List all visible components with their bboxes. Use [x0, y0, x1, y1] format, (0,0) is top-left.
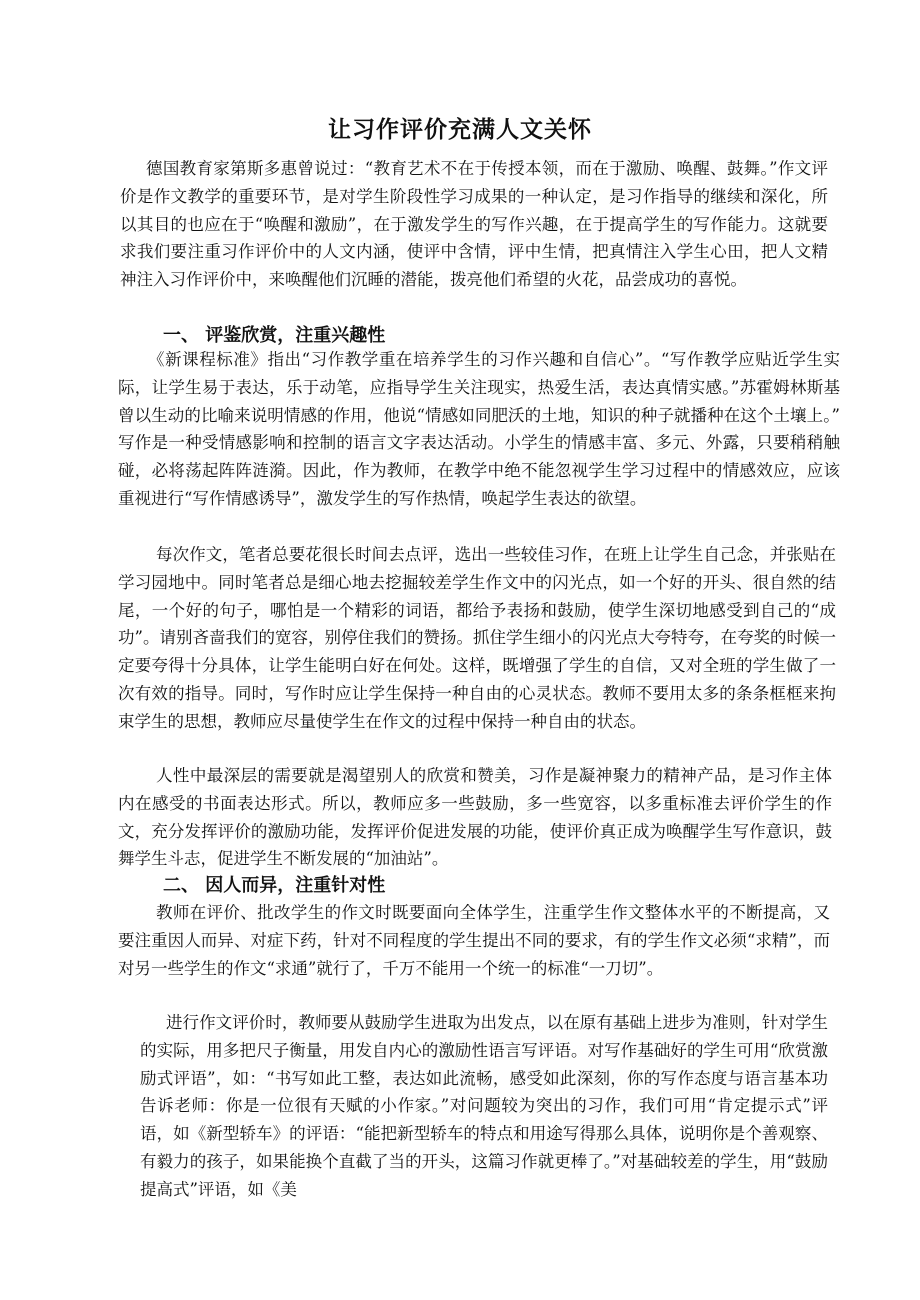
- section-1-paragraph-3: 人性中最深层的需要就是渴望别人的欣赏和赞美，习作是凝神聚力的精神产品，是习作主体内在感受的书面表达形式。所以，教师应多一些鼓励，多一些宽容，以多重标准去评价学生的作文，充分发挥评价的激励功能，发挥评价促进发展的功能，使评价真正成为唤醒学生写作意识，鼓舞学生斗志，促进学生不断发展的“加油站”。: [118, 766, 832, 869]
- section-2-paragraph-1: 教师在评价、批改学生的作文时既要面向全体学生，注重学生作文整体水平的不断提高，又要注重因人而异、对症下药，针对不同程度的学生提出不同的要求，有的学生作文必须“求精”，而对另一些学生的作文“求通”就行了，千万不能用一个统一的标准“一刀切”。: [118, 903, 830, 978]
- section-1-paragraph-2: 每次作文，笔者总要花很长时间去点评，选出一些较佳习作，在班上让学生自己念，并张贴在学习园地中。同时笔者总是细心地去挖掘较差学生作文中的闪光点，如一个好的开头、很自然的结尾，一个好的句子，哪怕是一个精彩的词语，都给予表扬和鼓励，使学生深切地感受到自己的“成功”。请别吝啬我们的宽容，别停住我们的赞扬。抓住学生细小的闪光点大夸特夸，在夸奖的时候一定要夸得十分具体，让学生能明白好在何处。这样，既增强了学生的自信，又对全班的学生做了一次有效的指导。同时，写作时应让学生保持一种自由的心灵状态。教师不要用太多的条条框框来拘束学生的思想，教师应尽量使学生在作文的过程中保持一种自由的状态。: [118, 545, 836, 731]
- section-2-heading: 二、 因人而异，注重针对性: [163, 875, 386, 896]
- document-title: 让习作评价充满人文关怀: [328, 116, 592, 143]
- section-2-paragraph-2: 进行作文评价时，教师要从鼓励学生进取为出发点，以在原有基础上进步为准则，针对学生的实际，用多把尺子衡量，用发自内心的激励性语言写评语。对写作基础好的学生可用“欣赏激励式评语”，如：“书写如此工整，表达如此流畅，感受如此深刻，你的写作态度与语言基本功告诉老师：你是一位很有天赋的小作家。”对问题较为突出的习作，我们可用“肯定提示式”评语，如《新型轿车》的评语：“能把新型轿车的特点和用途写得那么具体，说明你是个善观察、有毅力的孩子，如果能换个直截了当的开头，这篇习作就更棒了。”对基础较差的学生，用“鼓励提高式”评语，如《美: [140, 1013, 828, 1199]
- section-1-heading: 一、 评鉴欣赏，注重兴趣性: [163, 325, 386, 346]
- section-1-paragraph-1: 《新课程标准》指出“习作教学重在培养学生的习作兴趣和自信心”。“写作教学应贴近学生实际，让学生易于表达，乐于动笔，应指导学生关注现实，热爱生活，表达真情实感。”苏霍姆林斯基曾以生动的比喻来说明情感的作用，他说“情感如同肥沃的土地，知识的种子就播种在这个土壤上。” 写作是一种受情感影响和控制的语言文字表达活动。小学生的情感丰富、多元、外露，只要稍稍触碰，必将荡起阵阵涟漪。因此，作为教师，在教学中绝不能忽视学生学习过程中的情感效应，应该重视进行“写作情感诱导”，激发学生的写作热情，唤起学生表达的欲望。: [118, 350, 840, 508]
- intro-paragraph: 德国教育家第斯多惠曾说过：“教育艺术不在于传授本领，而在于激励、唤醒、鼓舞。”作文评价是作文教学的重要环节，是对学生阶段性学习成果的一种认定，是习作指导的继续和深化，所以其目的也应在于“唤醒和激励”，在于激发学生的写作兴趣，在于提高学生的写作能力。这就要求我们要注重习作评价中的人文内涵，使评中含情，评中生情，把真情注入学生心田，把人文精神注入习作评价中，来唤醒他们沉睡的潜能，拨亮他们希望的火花，品尝成功的喜悦。: [120, 159, 828, 290]
